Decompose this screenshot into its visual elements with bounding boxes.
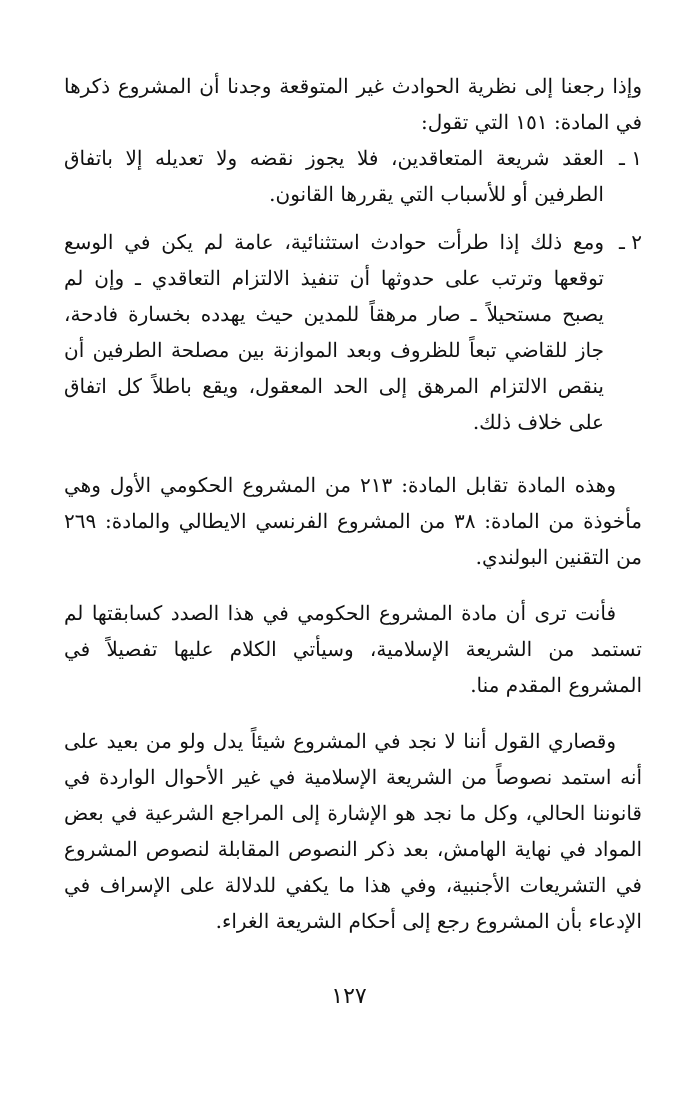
intro-paragraph (64, 68, 642, 140)
body-paragraph: فأنت ترى أن مادة المشروع الحكومي في هذا الصدد كسابقتها لم تستمد من الشريعة الإسلامية، وسيأتي الكلام عليها تفصيلاً في المشروع المقدم منا. (64, 601, 642, 697)
body-paragraph: وقصاري القول أننا لا نجد في المشروع شيئاً يدل ولو من بعيد على أنه استمد نصوصاً من الشريعة الإسلامية في غير الأحوال الواردة في قانوننا الحالي، وكل ما نجد هو الإشارة إلى المراجع الشرعية في بعض المواد في نهاية الهامش، بعد ذكر النصوص المقابلة لنصوص المشروع في التشريعات الأجنبية، وفي هذا ما يكفي للدلالة على الإسراف في الإدعاء بأن المشروع رجع إلى أحكام الشريعة الغراء. (64, 729, 642, 933)
page-number: ١٢٧ (331, 984, 367, 1009)
list-item (64, 224, 642, 440)
list-item-number: ٢ ـ (619, 230, 642, 254)
list-item-text: ومع ذلك إذا طرأت حوادث استثنائية، عامة لم يكن في الوسع توقعها وترتب على حدوثها أن تنفيذ الالتزام التعاقدي ـ وإن لم يصبح مستحيلاً ـ صار مرهقاً للمدين حيث يهدده بخسارة فادحة، جاز للقاضي تبعاً للظروف وبعد الموازنة بين مصلحة الطرفين أن ينقص الالتزام المرهق إلى الحد المعقول، ويقع باطلاً كل اتفاق على خلاف ذلك. (64, 230, 604, 434)
list-item-number: ١ ـ (619, 146, 642, 170)
body-paragraphs (64, 467, 642, 951)
article-quote-list (64, 140, 642, 452)
intro-text: وإذا رجعنا إلى نظرية الحوادث غير المتوقعة وجدنا أن المشروع ذكرها في المادة: ١٥١ التي تقول: (64, 74, 642, 134)
list-item-text: العقد شريعة المتعاقدين، فلا يجوز نقضه ولا تعديله إلا باتفاق الطرفين أو للأسباب التي يقررها القانون. (64, 146, 604, 206)
footer-rule (290, 1014, 410, 1015)
list-item (64, 140, 642, 212)
body-paragraph: وهذه المادة تقابل المادة: ٢١٣ من المشروع الحكومي الأول وهي مأخوذة من المادة: ٣٨ من المشروع الفرنسي الايطالي والمادة: ٢٦٩ من التقنين البولندي. (64, 473, 642, 569)
